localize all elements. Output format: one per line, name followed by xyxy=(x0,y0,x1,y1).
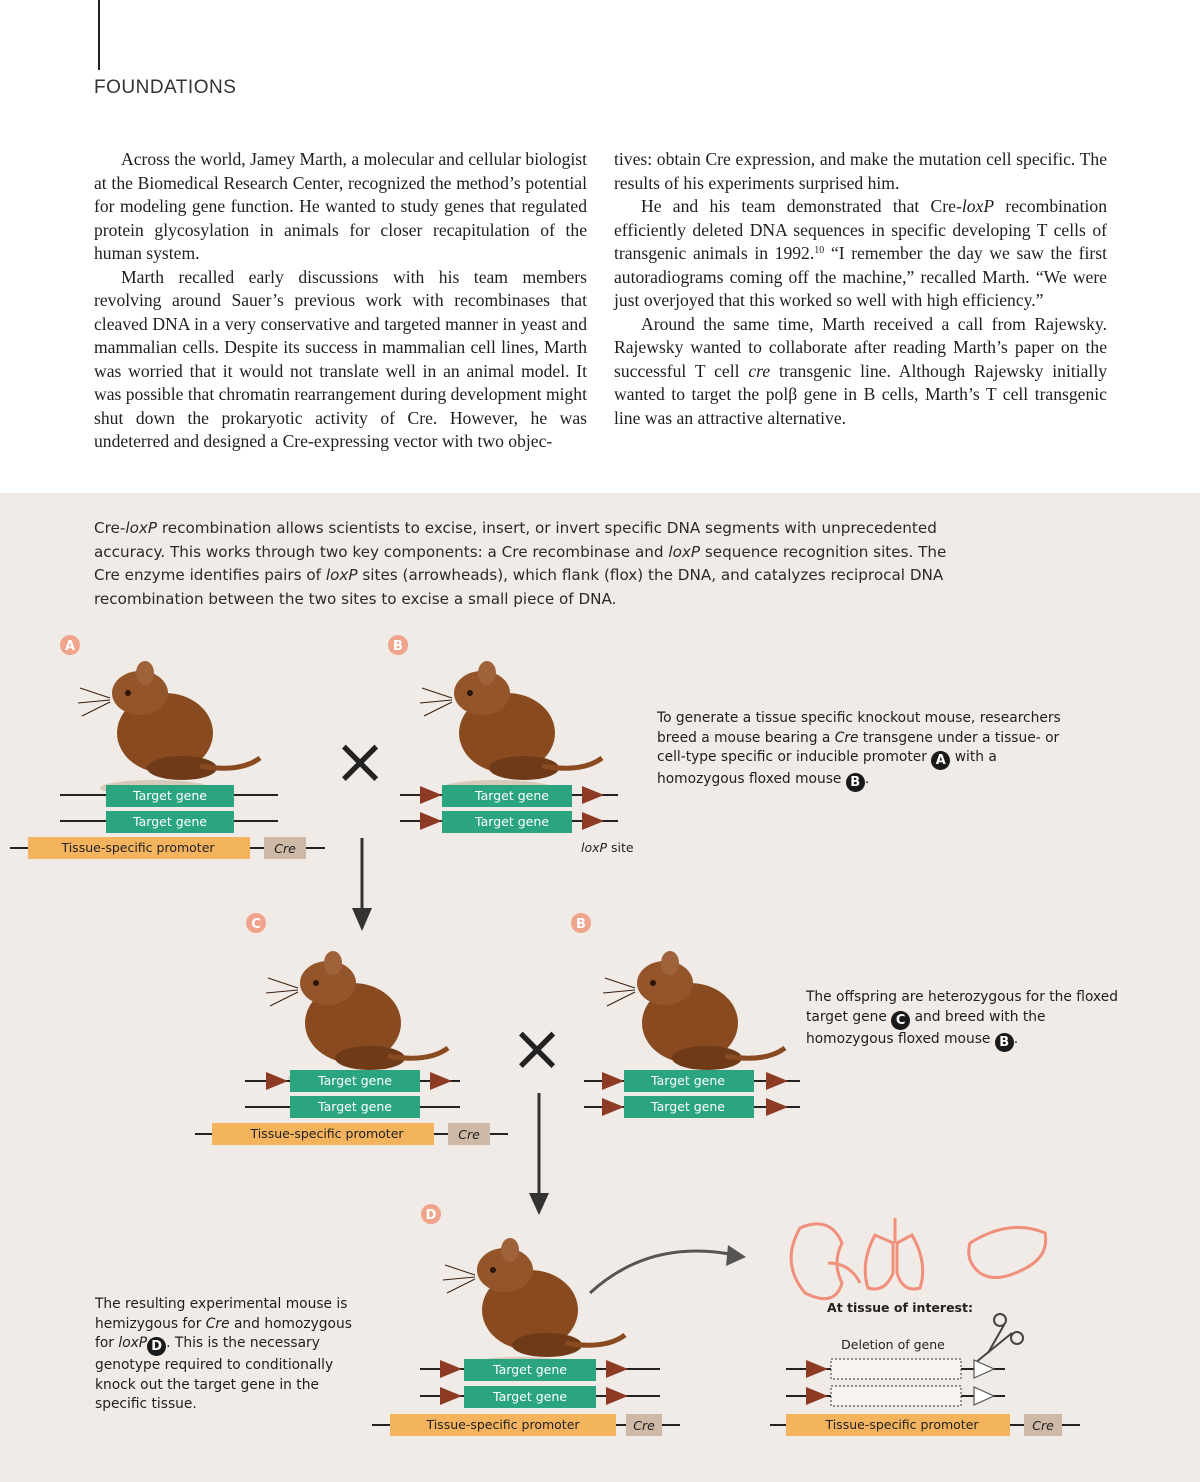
svg-text:B: B xyxy=(576,917,586,932)
note-offspring: The offspring are heterozygous for the floxed target gene C and breed with the homozygous floxed mouse B . xyxy=(806,989,1118,1050)
section-title: FOUNDATIONS xyxy=(94,77,237,98)
paragraph: He and his team demonstrated that Cre-loxP recombination efficiently deleted DNA sequences in specific developing T cells of transgenic animals in 1992.10 “I remember the day we saw the first autoradiograms coming off the machine,” recalled Marth. “We were just overjoyed that this worked so well with high efficiency.” xyxy=(614,196,1107,310)
paragraph: Marth recalled early discussions with his team members revolving around Sauer’s previous work with recombinases that cleaved DNA in a very conservative and targeted manner in yeast and mammalian cells. Despite its success in mammalian cell lines, Marth was worried that it would not translate well in an animal model. It was possible that chromatin rearrangement during development might shut down the prokaryotic activity of Cre. However, he was undeterred and designed a Cre-expressing vector with two objec- xyxy=(94,266,587,451)
svg-text:Cre: Cre xyxy=(1032,1418,1054,1433)
note-generate: To generate a tissue specific knockout mouse, researchers breed a mouse bearing a Cre transgene under a tissue- or cell-type specific or inducible promoter A with a homozygous floxed mouse B . xyxy=(657,710,1061,790)
cross-symbol: × xyxy=(510,1012,564,1086)
badge-a-label: A xyxy=(64,639,76,654)
paragraph: tives: obtain Cre expression, and make the mutation cell specific. The results of his experiments surprised him. xyxy=(614,149,1107,193)
loxp-site-label: loxP site xyxy=(581,840,634,855)
svg-text:Cre: Cre xyxy=(458,1127,480,1142)
mouse-illustration-b xyxy=(420,661,602,796)
liver-icon xyxy=(969,1227,1046,1277)
paragraph: Across the world, Jamey Marth, a molecular and cellular biologist at the Biomedical Research Center, recognized the method’s potential for modeling gene function. He wanted to study genes that regulated protein glycosylation in animals for closer recapitulation of the human system. xyxy=(94,149,587,263)
svg-text:D: D xyxy=(425,1208,437,1223)
svg-text:Cre: Cre xyxy=(633,1418,655,1433)
svg-text:Target gene: Target gene xyxy=(651,1073,725,1088)
paragraph: Around the same time, Marth received a call from Rajewsky. Rajewsky wanted to collaborate after reading Marth’s paper on the successful T cell cre transgenic line. Although Rajewsky initially wanted to target the polβ gene in B cells, Marth’s T cell transgenic line was an attractive alternative. xyxy=(614,313,1108,428)
svg-text:Cre: Cre xyxy=(274,841,296,856)
curved-arrow xyxy=(590,1251,735,1293)
cross-symbol: × xyxy=(333,725,387,799)
figure-caption: Cre-loxP recombination allows scientists to excise, insert, or invert specific DNA segments with unprecedented accuracy. This works through two key components: a Cre recombinase and loxP sequence recognition sites. The Cre enzyme identifies pairs of loxP sites (arrowheads), which flank (flox) the DNA, and catalyzes reciprocal DNA recombination between the two sites to excise a small piece of DNA. xyxy=(94,519,947,608)
svg-text:Target gene: Target gene xyxy=(493,1362,567,1377)
svg-text:Target gene: Target gene xyxy=(651,1099,725,1114)
mouse-illustration-b2 xyxy=(603,951,785,1086)
note-result: The resulting experimental mouse is hemizygous for Cre and homozygous for loxP D . This is the necessary genotype required to conditionally knock out the target gene in the specific tissue. xyxy=(95,1296,352,1412)
svg-text:Target gene: Target gene xyxy=(475,788,549,803)
svg-text:Target gene: Target gene xyxy=(133,788,207,803)
mouse-illustration-c xyxy=(266,951,448,1086)
cre-loxp-figure xyxy=(0,493,1200,1482)
svg-text:Tissue-specific promoter: Tissue-specific promoter xyxy=(250,1126,404,1141)
svg-text:Tissue-specific promoter: Tissue-specific promoter xyxy=(61,840,215,855)
svg-text:C: C xyxy=(251,917,261,932)
badge-b-label: B xyxy=(393,639,403,654)
scissors-icon xyxy=(975,1314,1023,1363)
article-column-left xyxy=(94,148,587,454)
deletion-label: Deletion of gene xyxy=(841,1337,945,1352)
mouse-illustration-d xyxy=(443,1238,625,1373)
svg-text:Tissue-specific promoter: Tissue-specific promoter xyxy=(426,1417,580,1432)
svg-text:Target gene: Target gene xyxy=(133,814,207,829)
header-rule xyxy=(98,0,100,70)
tissue-label: At tissue of interest: xyxy=(827,1300,973,1315)
lungs-icon xyxy=(865,1218,922,1289)
svg-text:Target gene: Target gene xyxy=(318,1099,392,1114)
svg-text:Target gene: Target gene xyxy=(318,1073,392,1088)
mouse-illustration-a xyxy=(78,661,260,796)
svg-text:Tissue-specific promoter: Tissue-specific promoter xyxy=(825,1417,979,1432)
kidney-icon xyxy=(791,1224,860,1299)
svg-text:Target gene: Target gene xyxy=(475,814,549,829)
article-column-right xyxy=(614,148,1107,430)
svg-text:Target gene: Target gene xyxy=(493,1389,567,1404)
